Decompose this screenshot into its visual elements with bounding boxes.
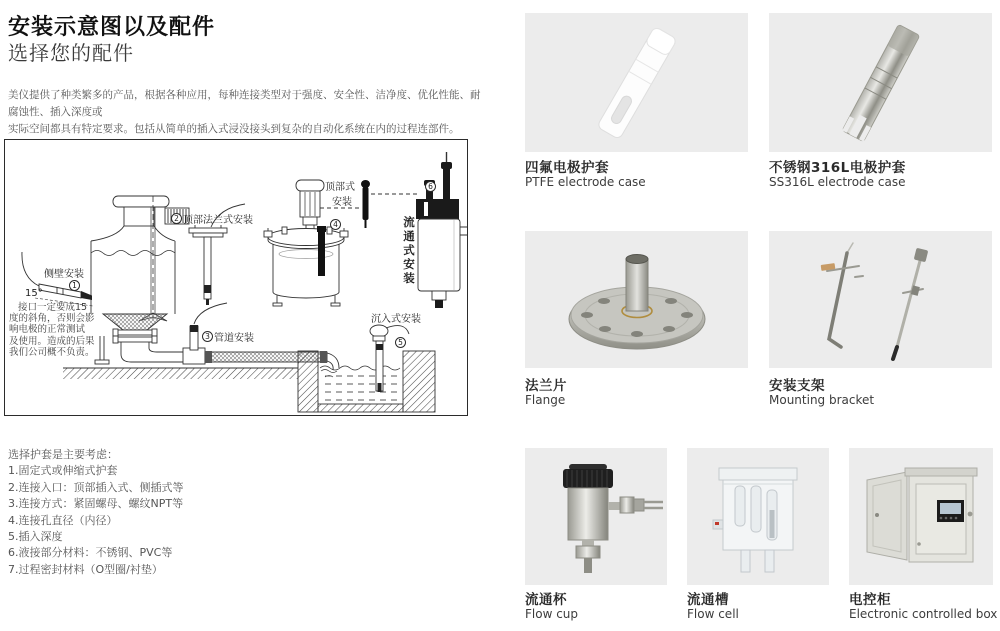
consideration-item: 7.过程密封材料（O型圈/衬垫） xyxy=(8,562,163,576)
num-1-badge: 1 xyxy=(69,280,80,291)
intro-paragraph xyxy=(8,87,488,138)
consideration-item: 1.固定式或伸缩式护套 xyxy=(8,464,118,478)
product-card-flange xyxy=(525,231,748,368)
flow-cell-image xyxy=(687,448,829,585)
sheath-considerations xyxy=(8,447,184,578)
num-4-badge: 4 xyxy=(330,219,341,230)
consideration-item: 5.插入深度 xyxy=(8,530,63,544)
warning-note: 接口一定要成15 度的斜角，否则会影 响电极的正常测试 及使用。造成的后果 我们公司概不负责。 xyxy=(9,302,95,358)
flow-through-install-label: 流通式安装 xyxy=(402,216,416,286)
ptfe-case-image xyxy=(525,13,748,152)
control-box-image xyxy=(849,448,993,585)
flange-image xyxy=(525,231,748,368)
consideration-item: 3.连接方式：紧固螺母、螺纹NPT等 xyxy=(8,497,184,511)
page-subtitle: 选择您的配件 xyxy=(8,41,134,65)
submersion-install-label: 沉入式安装 xyxy=(371,314,421,325)
product-card-control-box xyxy=(849,448,993,585)
product-card-flow-cup xyxy=(525,448,667,585)
page-title: 安装示意图以及配件 xyxy=(8,15,216,40)
product-name-zh: 电控柜 xyxy=(849,592,891,608)
product-name-en: Electronic controlled box xyxy=(849,607,998,621)
product-name-zh: 流通槽 xyxy=(687,592,729,608)
product-card-flow-cell xyxy=(687,448,829,585)
angle-15-label: 15° xyxy=(25,288,43,299)
num-6-badge: 6 xyxy=(425,181,436,192)
consideration-item: 6.液接部分材料：不锈钢、PVC等 xyxy=(8,546,173,560)
top-type-install-label: 顶部式 安装 xyxy=(325,182,355,208)
pipe-install-label: 3 管道安装 xyxy=(202,329,254,344)
product-name-en: Flange xyxy=(525,393,566,407)
product-card-ss316l-case xyxy=(769,13,992,152)
intro-line-2: 实际空间都具有特定要求。包括从简单的插入式浸没接头到复杂的自动化系统在内的过程连部件。 xyxy=(8,123,460,135)
installation-diagram xyxy=(4,139,468,416)
considerations-title: 选择护套是主要考虑： xyxy=(8,448,118,461)
product-name-en: Mounting bracket xyxy=(769,393,875,407)
product-name-en: PTFE electrode case xyxy=(525,175,646,189)
intro-line-1: 美仪提供了种类繁多的产品，根据各种应用，每种连接类型对于强度、安全性、洁净度、优化性能、耐腐蚀性、插入深度或 xyxy=(8,89,481,118)
mounting-bracket-image xyxy=(769,231,992,368)
consideration-item: 2.连接入口：顶部插入式、侧插式等 xyxy=(8,480,184,494)
product-card-mounting-bracket xyxy=(769,231,992,368)
num-2-badge: 2 xyxy=(171,213,182,224)
product-name-zh: 四氟电极护套 xyxy=(525,160,609,176)
consideration-item: 4.连接孔直径（内径） xyxy=(8,513,118,527)
product-name-en: Flow cell xyxy=(687,607,739,621)
product-name-zh: 流通杯 xyxy=(525,592,567,608)
product-name-zh: 安装支架 xyxy=(769,378,825,394)
ss316l-case-image xyxy=(769,13,992,152)
side-wall-install-label: 侧壁安装 xyxy=(44,269,84,280)
top-flange-install-label: 2 顶部法兰式安装 xyxy=(171,211,253,226)
product-card-ptfe-case xyxy=(525,13,748,152)
flow-cup-image xyxy=(525,448,667,585)
num-3-badge: 3 xyxy=(202,331,213,342)
product-name-zh: 不锈钢316L电极护套 xyxy=(769,160,906,176)
product-name-en: SS316L electrode case xyxy=(769,175,906,189)
num-5-badge: 5 xyxy=(395,337,406,348)
product-name-zh: 法兰片 xyxy=(525,378,567,394)
product-name-en: Flow cup xyxy=(525,607,579,621)
